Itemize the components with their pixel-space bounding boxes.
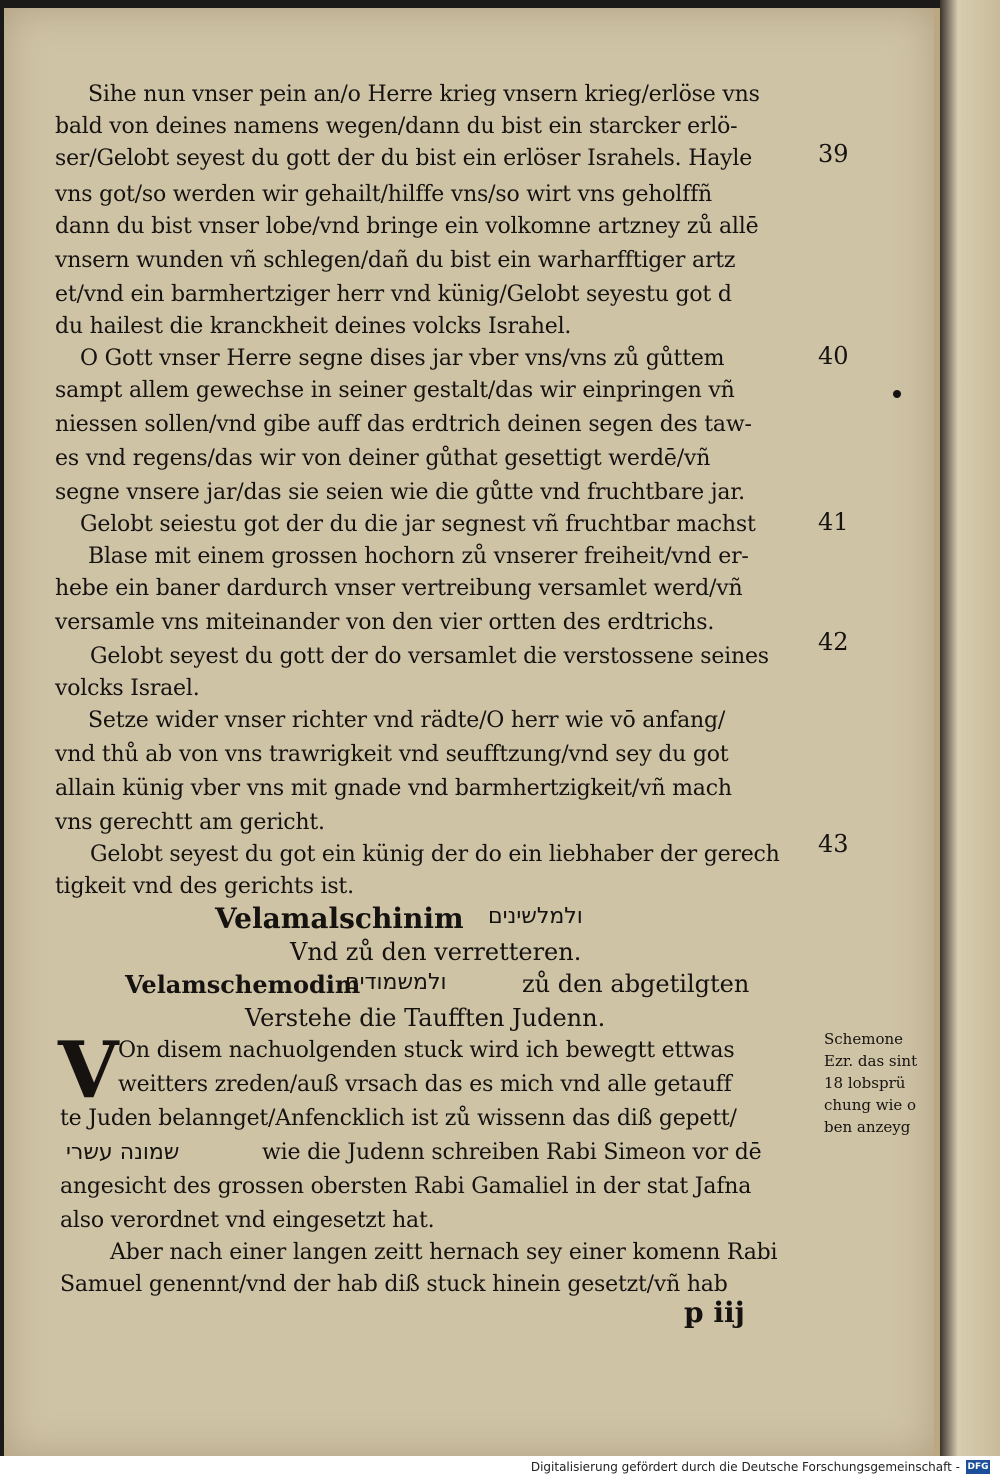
body-line: segne vnsere jar/das sie seien wie die gůtte vnd fruchtbare jar. <box>55 480 745 505</box>
footer-bar <box>0 1456 1000 1479</box>
margin-note: chung wie o <box>824 1096 917 1114</box>
body-line: Setze wider vnser richter vnd rädte/O herr wie vō anfang/ <box>88 708 726 733</box>
section-hebrew: שמונה עשרי <box>66 1140 180 1165</box>
verse-number: 41 <box>818 508 849 536</box>
body-line: dann du bist vnser lobe/vnd bringe ein volkomne artzney zů allē <box>55 214 759 239</box>
drop-cap: V <box>58 1025 119 1116</box>
verse-number: 40 <box>818 342 849 370</box>
body-line: Gelobt seyest du gott der do versamlet die verstossene seines <box>90 644 769 669</box>
body-line: Gelobt seyest du got ein künig der do ein liebhaber der gerech <box>90 842 780 867</box>
margin-note: 18 lobsprü <box>824 1074 906 1092</box>
body-line: vns got/so werden wir gehailt/hilffe vns/so wirt vns geholffñ <box>55 182 712 207</box>
section-line: te Juden belannget/Anfencklich ist zů wissenn das diß gepett/ <box>60 1106 737 1131</box>
margin-note: ben anzeyg <box>824 1118 911 1136</box>
dfg-logo-icon: DFG <box>967 1462 989 1472</box>
signature-mark: p iij <box>684 1296 745 1329</box>
body-line: et/vnd ein barmhertziger herr vnd künig/Gelobt seyestu got d <box>55 282 732 307</box>
heading-hebrew: ולמלשינים <box>488 904 583 929</box>
section-line: angesicht des grossen obersten Rabi Gamaliel in der stat Jafna <box>60 1174 752 1199</box>
verse-number: 39 <box>818 140 849 168</box>
margin-note: Ezr. das sint <box>824 1052 918 1070</box>
section-line: Samuel genennt/vnd der hab diß stuck hinein gesetzt/vñ hab <box>60 1272 728 1297</box>
body-line: Blase mit einem grossen hochorn zů vnserer freiheit/vnd er- <box>88 544 749 569</box>
heading2-hebrew: ולמשמודים <box>345 970 447 995</box>
section-line: wie die Judenn schreiben Rabi Simeon vor dē <box>262 1140 762 1165</box>
body-line: versamle vns miteinander von den vier ortten des erdtrichs. <box>55 610 715 635</box>
heading2-subtitle: Verstehe die Taufften Judenn. <box>245 1004 606 1032</box>
ink-dot <box>893 390 901 398</box>
heading2-suffix: zů den abgetilgten <box>522 970 750 998</box>
section-line: On disem nachuolgenden stuck wird ich bewegtt ettwas <box>118 1038 735 1063</box>
body-line: sampt allem gewechse in seiner gestalt/das wir einpringen vñ <box>55 378 735 403</box>
body-line: vnd thů ab von vns trawrigkeit vnd seufftzung/vnd sey du got <box>55 742 729 767</box>
body-line: ser/Gelobt seyest du gott der du bist ein erlöser Israhels. Hayle <box>55 146 753 171</box>
body-line: allain künig vber vns mit gnade vnd barmhertzigkeit/vñ mach <box>55 776 732 801</box>
section-line: weitters zreden/auß vrsach das es mich vnd alle getauff <box>118 1072 732 1097</box>
verse-number: 43 <box>818 830 849 858</box>
body-line: niessen sollen/vnd gibe auff das erdtrich deinen segen des taw- <box>55 412 752 437</box>
body-line: Sihe nun vnser pein an/o Herre krieg vnsern krieg/erlöse vns <box>88 82 760 107</box>
heading-title: Velamalschinim <box>215 902 464 935</box>
page-edge <box>940 0 1000 1456</box>
footer-credit: Digitalisierung gefördert durch die Deutsche Forschungsgemeinschaft - <box>530 1460 960 1474</box>
margin-note: Schemone <box>824 1030 904 1048</box>
body-line: hebe ein baner dardurch vnser vertreibung versamlet werd/vñ <box>55 576 743 601</box>
body-line: vnsern wunden vñ schlegen/dañ du bist ein warharfftiger artz <box>55 248 736 273</box>
body-line: O Gott vnser Herre segne dises jar vber vns/vns zů gůttem <box>80 346 725 371</box>
body-line: bald von deines namens wegen/dann du bist ein starcker erlö- <box>55 114 738 139</box>
body-line: du hailest die kranckheit deines volcks Israhel. <box>55 314 572 339</box>
body-line: vns gerechtt am gericht. <box>55 810 325 835</box>
verse-number: 42 <box>818 628 849 656</box>
body-line: Gelobt seiestu got der du die jar segnest vñ fruchtbar machst <box>80 512 756 537</box>
section-line: also verordnet vnd eingesetzt hat. <box>60 1208 435 1233</box>
body-line: es vnd regens/das wir von deiner gůthat gesettigt werdē/vñ <box>55 446 711 471</box>
body-line: tigkeit vnd des gerichts ist. <box>55 874 354 899</box>
heading-subtitle: Vnd zů den verretteren. <box>290 938 582 966</box>
heading2-title: Velamschemodim <box>125 970 361 999</box>
body-line: volcks Israel. <box>55 676 200 701</box>
section-line: Aber nach einer langen zeitt hernach sey einer komenn Rabi <box>110 1240 778 1265</box>
